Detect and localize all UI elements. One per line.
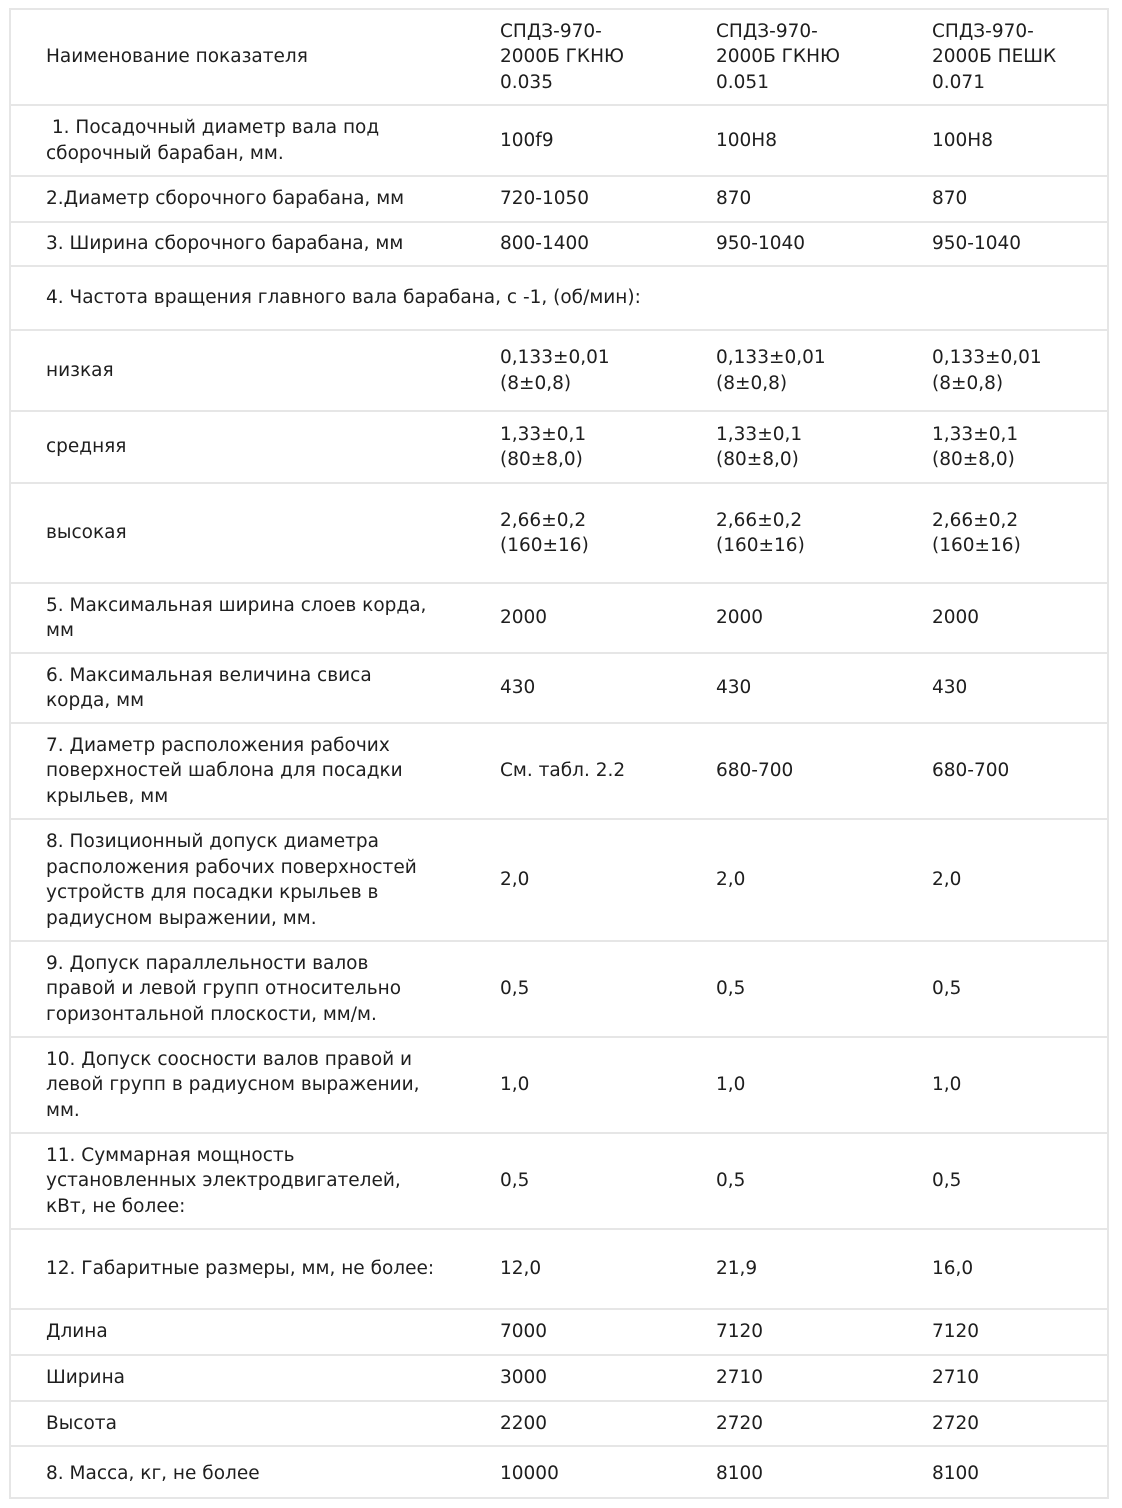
table-row — [11, 1401, 1107, 1446]
row-label: 3. Ширина сборочного барабана, мм — [11, 222, 500, 266]
row-label: 11. Суммарная мощность установленных электродвигателей, кВт, не более: — [11, 1133, 500, 1229]
row-label: 12. Габаритные размеры, мм, не более: — [11, 1229, 500, 1309]
row-value-2: 8100 — [716, 1462, 764, 1484]
row-value-1: 1,0 — [500, 1037, 716, 1133]
row-value-2: 1,33±0,1 (80±8,0) — [716, 411, 932, 483]
row-value-3: 0,133±0,01 (8±0,8) — [932, 330, 1107, 411]
row-value-2: 680-700 — [716, 723, 932, 819]
table-row — [11, 483, 1107, 583]
row-value-2: 0,5 — [716, 941, 932, 1037]
row-value-3: 8100 — [932, 1462, 980, 1484]
table-section-row — [11, 266, 1107, 330]
row-label: 9. Допуск параллельности валов правой и левой групп относительно горизонтальной плоскости, мм/м. — [11, 941, 500, 1037]
row-value-2: 1,0 — [716, 1037, 932, 1133]
row-value-2: 2000 — [716, 583, 932, 653]
section-label: 4. Частота вращения главного вала барабана, с -1, (об/мин): — [11, 266, 1107, 330]
row-value-2: 2,66±0,2 (160±16) — [716, 483, 932, 583]
table-row — [11, 1229, 1107, 1309]
row-value-3: 1,33±0,1 (80±8,0) — [932, 411, 1107, 483]
row-value-1: 12,0 — [500, 1229, 716, 1309]
row-value-2: 2,0 — [716, 819, 932, 941]
row-label: 2.Диаметр сборочного барабана, мм — [11, 176, 500, 222]
row-value-2: 21,9 — [716, 1229, 932, 1309]
row-value-3: 2720 — [932, 1401, 1107, 1446]
header-model-3: СПДЗ-970- 2000Б ПЕШК 0.071 — [932, 10, 1107, 105]
row-label: 7. Диаметр расположения рабочих поверхностей шаблона для посадки крыльев, мм — [11, 723, 500, 819]
table-row — [11, 653, 1107, 723]
row-label: 6. Максимальная величина свиса корда, мм — [11, 653, 500, 723]
row-value-3: 100H8 — [932, 105, 1107, 176]
row-label: Высота — [11, 1401, 500, 1446]
table-row — [11, 105, 1107, 176]
row-value-3: 2,66±0,2 (160±16) — [932, 483, 1107, 583]
row-value-3: 7120 — [932, 1309, 1107, 1355]
table-header-row — [11, 10, 1107, 105]
row-value-2: 7120 — [716, 1309, 932, 1355]
table-row — [11, 723, 1107, 819]
row-value-2: 2720 — [716, 1401, 932, 1446]
row-value-3: 680-700 — [932, 723, 1107, 819]
row-value-1: 1,33±0,1 (80±8,0) — [500, 411, 716, 483]
row-label: 8. Позиционный допуск диаметра расположения рабочих поверхностей устройств для посадки крыльев в радиусном выражении, мм. — [11, 819, 500, 941]
row-label: Длина — [11, 1309, 500, 1355]
row-value-1: 0,133±0,01 (8±0,8) — [500, 330, 716, 411]
row-value-3: 0,5 — [932, 941, 1107, 1037]
row-value-2: 0,5 — [716, 1133, 932, 1229]
row-value-2: 950-1040 — [716, 222, 932, 266]
table-row — [11, 1037, 1107, 1133]
row-value-1: 2000 — [500, 583, 716, 653]
table-row — [11, 1446, 1107, 1500]
row-value-2: 100H8 — [716, 105, 932, 176]
row-value-1: См. табл. 2.2 — [500, 723, 716, 819]
row-label: 5. Максимальная ширина слоев корда, мм — [11, 583, 500, 653]
header-parameter: Наименование показателя — [11, 10, 500, 105]
row-value-1: 720-1050 — [500, 176, 716, 222]
row-value-1: 0,5 — [500, 941, 716, 1037]
table-row — [11, 411, 1107, 483]
table-row — [11, 819, 1107, 941]
header-model-1: СПДЗ-970- 2000Б ГКНЮ 0.035 — [500, 10, 716, 105]
row-value-3: 16,0 — [932, 1229, 1107, 1309]
table-row — [11, 1355, 1107, 1401]
row-value-3: 2,0 — [932, 819, 1107, 941]
row-value-3: 0,5 — [932, 1133, 1107, 1229]
row-label: средняя — [11, 411, 500, 483]
table-row — [11, 1133, 1107, 1229]
row-label: высокая — [11, 483, 500, 583]
row-value-1: 2,66±0,2 (160±16) — [500, 483, 716, 583]
row-value-1: 0,5 — [500, 1133, 716, 1229]
row-value-2: 870 — [716, 176, 932, 222]
row-value-3: 1,0 — [932, 1037, 1107, 1133]
row-value-1: 10000 — [500, 1462, 559, 1484]
row-value-1: 2200 — [500, 1401, 716, 1446]
row-value-3: 950-1040 — [932, 222, 1107, 266]
row-value-1: 3000 — [500, 1355, 716, 1401]
spec-table — [11, 10, 1107, 1500]
row-value-1: 2,0 — [500, 819, 716, 941]
table-row — [11, 330, 1107, 411]
row-value-3: 870 — [932, 176, 1107, 222]
row-label: 8. Масса, кг, не более — [46, 1462, 260, 1484]
row-label: 10. Допуск соосности валов правой и левой групп в радиусном выражении, мм. — [11, 1037, 500, 1133]
row-value-3: 2000 — [932, 583, 1107, 653]
row-value-2: 2710 — [716, 1355, 932, 1401]
row-label: низкая — [11, 330, 500, 411]
row-label: 1. Посадочный диаметр вала под сборочный барабан, мм. — [11, 105, 500, 176]
row-value-3: 430 — [932, 653, 1107, 723]
table-row — [11, 1309, 1107, 1355]
row-label: Ширина — [11, 1355, 500, 1401]
row-value-3: 2710 — [932, 1355, 1107, 1401]
row-value-1: 7000 — [500, 1309, 716, 1355]
row-value-2: 0,133±0,01 (8±0,8) — [716, 330, 932, 411]
table-row — [11, 583, 1107, 653]
row-value-2: 430 — [716, 653, 932, 723]
table-row — [11, 222, 1107, 266]
row-value-1: 800-1400 — [500, 222, 716, 266]
row-value-1: 430 — [500, 653, 716, 723]
table-row — [11, 941, 1107, 1037]
row-value-1: 100f9 — [500, 105, 716, 176]
spec-table-frame — [9, 8, 1109, 1499]
header-model-2: СПДЗ-970- 2000Б ГКНЮ 0.051 — [716, 10, 932, 105]
table-row — [11, 176, 1107, 222]
